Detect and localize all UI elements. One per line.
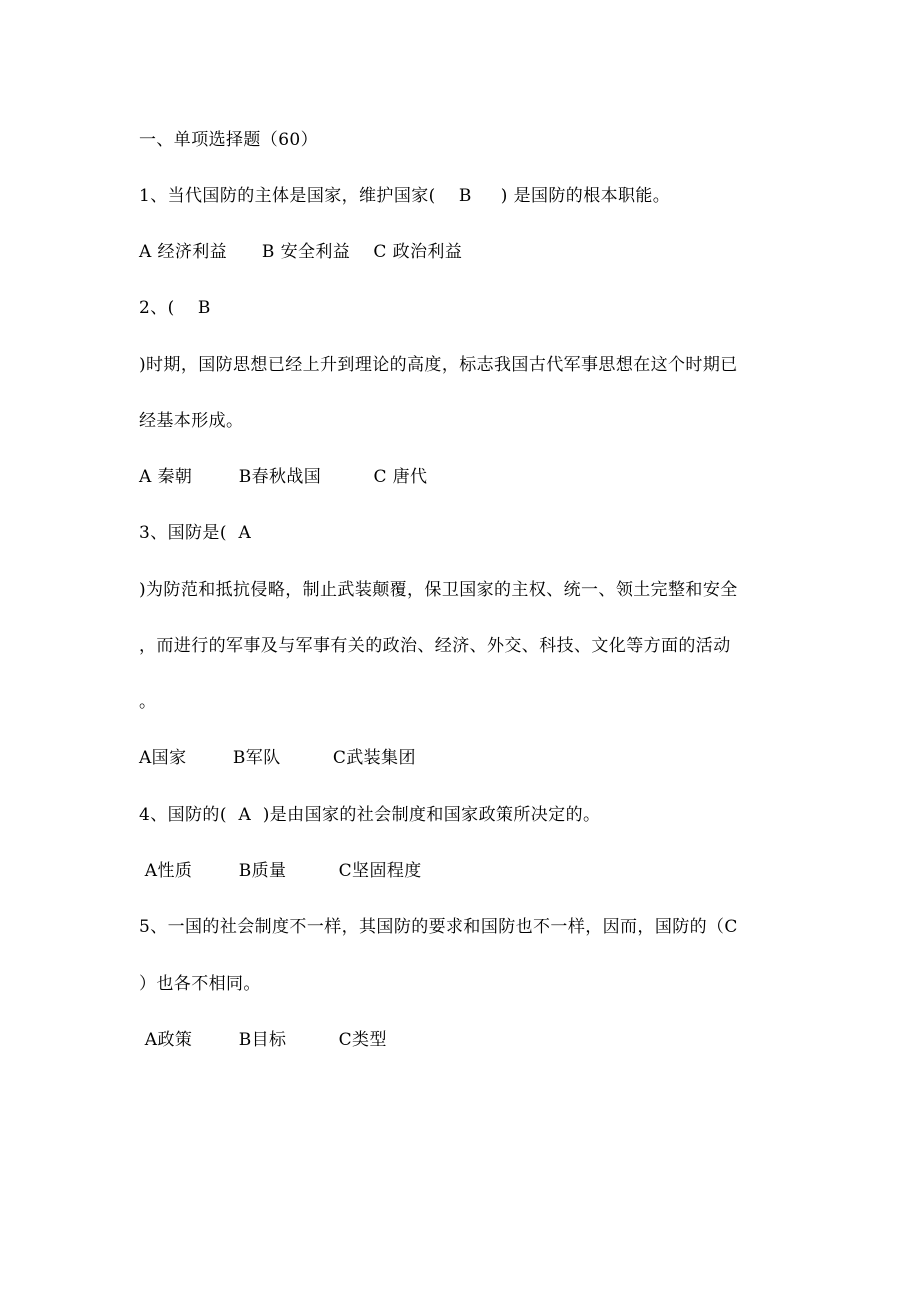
section-title: 一、单项选择题（60） bbox=[139, 130, 319, 150]
question-3-options: A国家 B军队 C武装集团 bbox=[139, 748, 416, 768]
question-4-options: A性质 B质量 C坚固程度 bbox=[139, 861, 422, 881]
question-5-text-line-2: ）也各不相同。 bbox=[139, 974, 261, 994]
question-5-text-line-1: 5、一国的社会制度不一样，其国防的要求和国防也不一样，因而，国防的（C bbox=[139, 917, 738, 937]
question-3-text-line-2: )为防范和抵抗侵略，制止武装颠覆，保卫国家的主权、统一、领土完整和安全 bbox=[139, 580, 738, 600]
question-3-text-line-1: 3、国防是( A bbox=[139, 523, 252, 543]
question-2-text-line-3: 经基本形成。 bbox=[139, 411, 244, 431]
question-1-text: 1、当代国防的主体是国家，维护国家( B ) 是国防的根本职能。 bbox=[139, 186, 671, 206]
question-3-text-line-3: ，而进行的军事及与军事有关的政治、经济、外交、科技、文化等方面的活动 bbox=[139, 636, 731, 656]
question-3-text-line-4: 。 bbox=[139, 692, 157, 712]
question-1-options: A 经济利益 B 安全利益 C 政治利益 bbox=[139, 242, 463, 262]
question-5-options: A政策 B目标 C类型 bbox=[139, 1030, 387, 1050]
question-2-text-line-1: 2、( B bbox=[139, 298, 211, 318]
question-4-text: 4、国防的( A )是由国家的社会制度和国家政策所决定的。 bbox=[139, 805, 601, 825]
question-2-options: A 秦朝 B春秋战国 C 唐代 bbox=[139, 467, 428, 487]
question-2-text-line-2: )时期，国防思想已经上升到理论的高度，标志我国古代军事思想在这个时期已 bbox=[139, 355, 738, 375]
